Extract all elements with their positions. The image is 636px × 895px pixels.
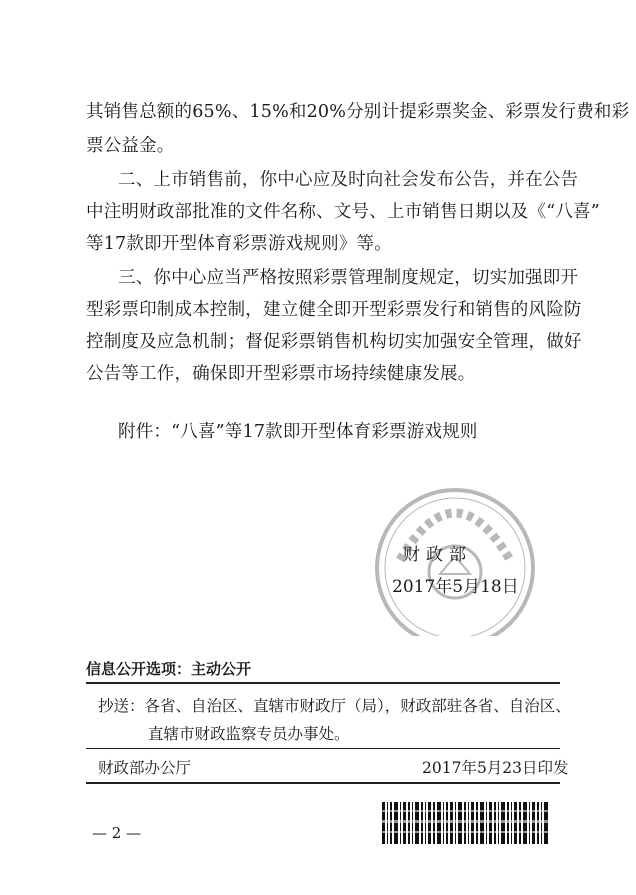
body-line: 三、你中心应当严格按照彩票管理制度规定，切实加强即开 <box>118 268 579 288</box>
signature-org: 财政部 <box>403 545 472 565</box>
body-line: 中注明财政部批准的文件名称、文号、上市销售日期以及《“八喜” <box>86 202 600 222</box>
body-line: 公告等工作，确保即开型彩票市场持续健康发展。 <box>86 364 476 384</box>
page-number: — 2 — <box>92 824 142 842</box>
body-line: 等17款即开型体育彩票游戏规则》等。 <box>86 234 392 254</box>
body-line: 型彩票印制成本控制，建立健全即开型彩票发行和销售的风险防 <box>86 300 582 320</box>
disclosure-option: 信息公开选项：主动公开 <box>86 660 252 678</box>
cc-line: 直辖市财政监察专员办事处。 <box>148 725 350 743</box>
barcode-icon <box>380 800 550 846</box>
body-line: 控制度及应急机制；督促彩票销售机构切实加强安全管理，做好 <box>86 332 582 352</box>
body-line: 二、上市销售前，你中心应及时向社会发布公告，并在公告 <box>118 170 579 190</box>
attachment-line: 附件：“八喜”等17款即开型体育彩票游戏规则 <box>118 422 478 442</box>
body-line: 其销售总额的65%、15%和20%分别计提彩票奖金、彩票发行费和彩 <box>86 102 630 122</box>
divider <box>86 782 560 784</box>
print-date: 2017年5月23日印发 <box>422 759 569 777</box>
issuer: 财政部办公厅 <box>98 759 192 777</box>
body-line: 票公益金。 <box>86 136 175 156</box>
cc-line: 抄送：各省、自治区、直辖市财政厅（局），财政部驻各省、自治区、 <box>98 697 571 715</box>
divider <box>86 748 560 749</box>
signature-date: 2017年5月18日 <box>392 577 519 597</box>
divider <box>86 682 560 684</box>
